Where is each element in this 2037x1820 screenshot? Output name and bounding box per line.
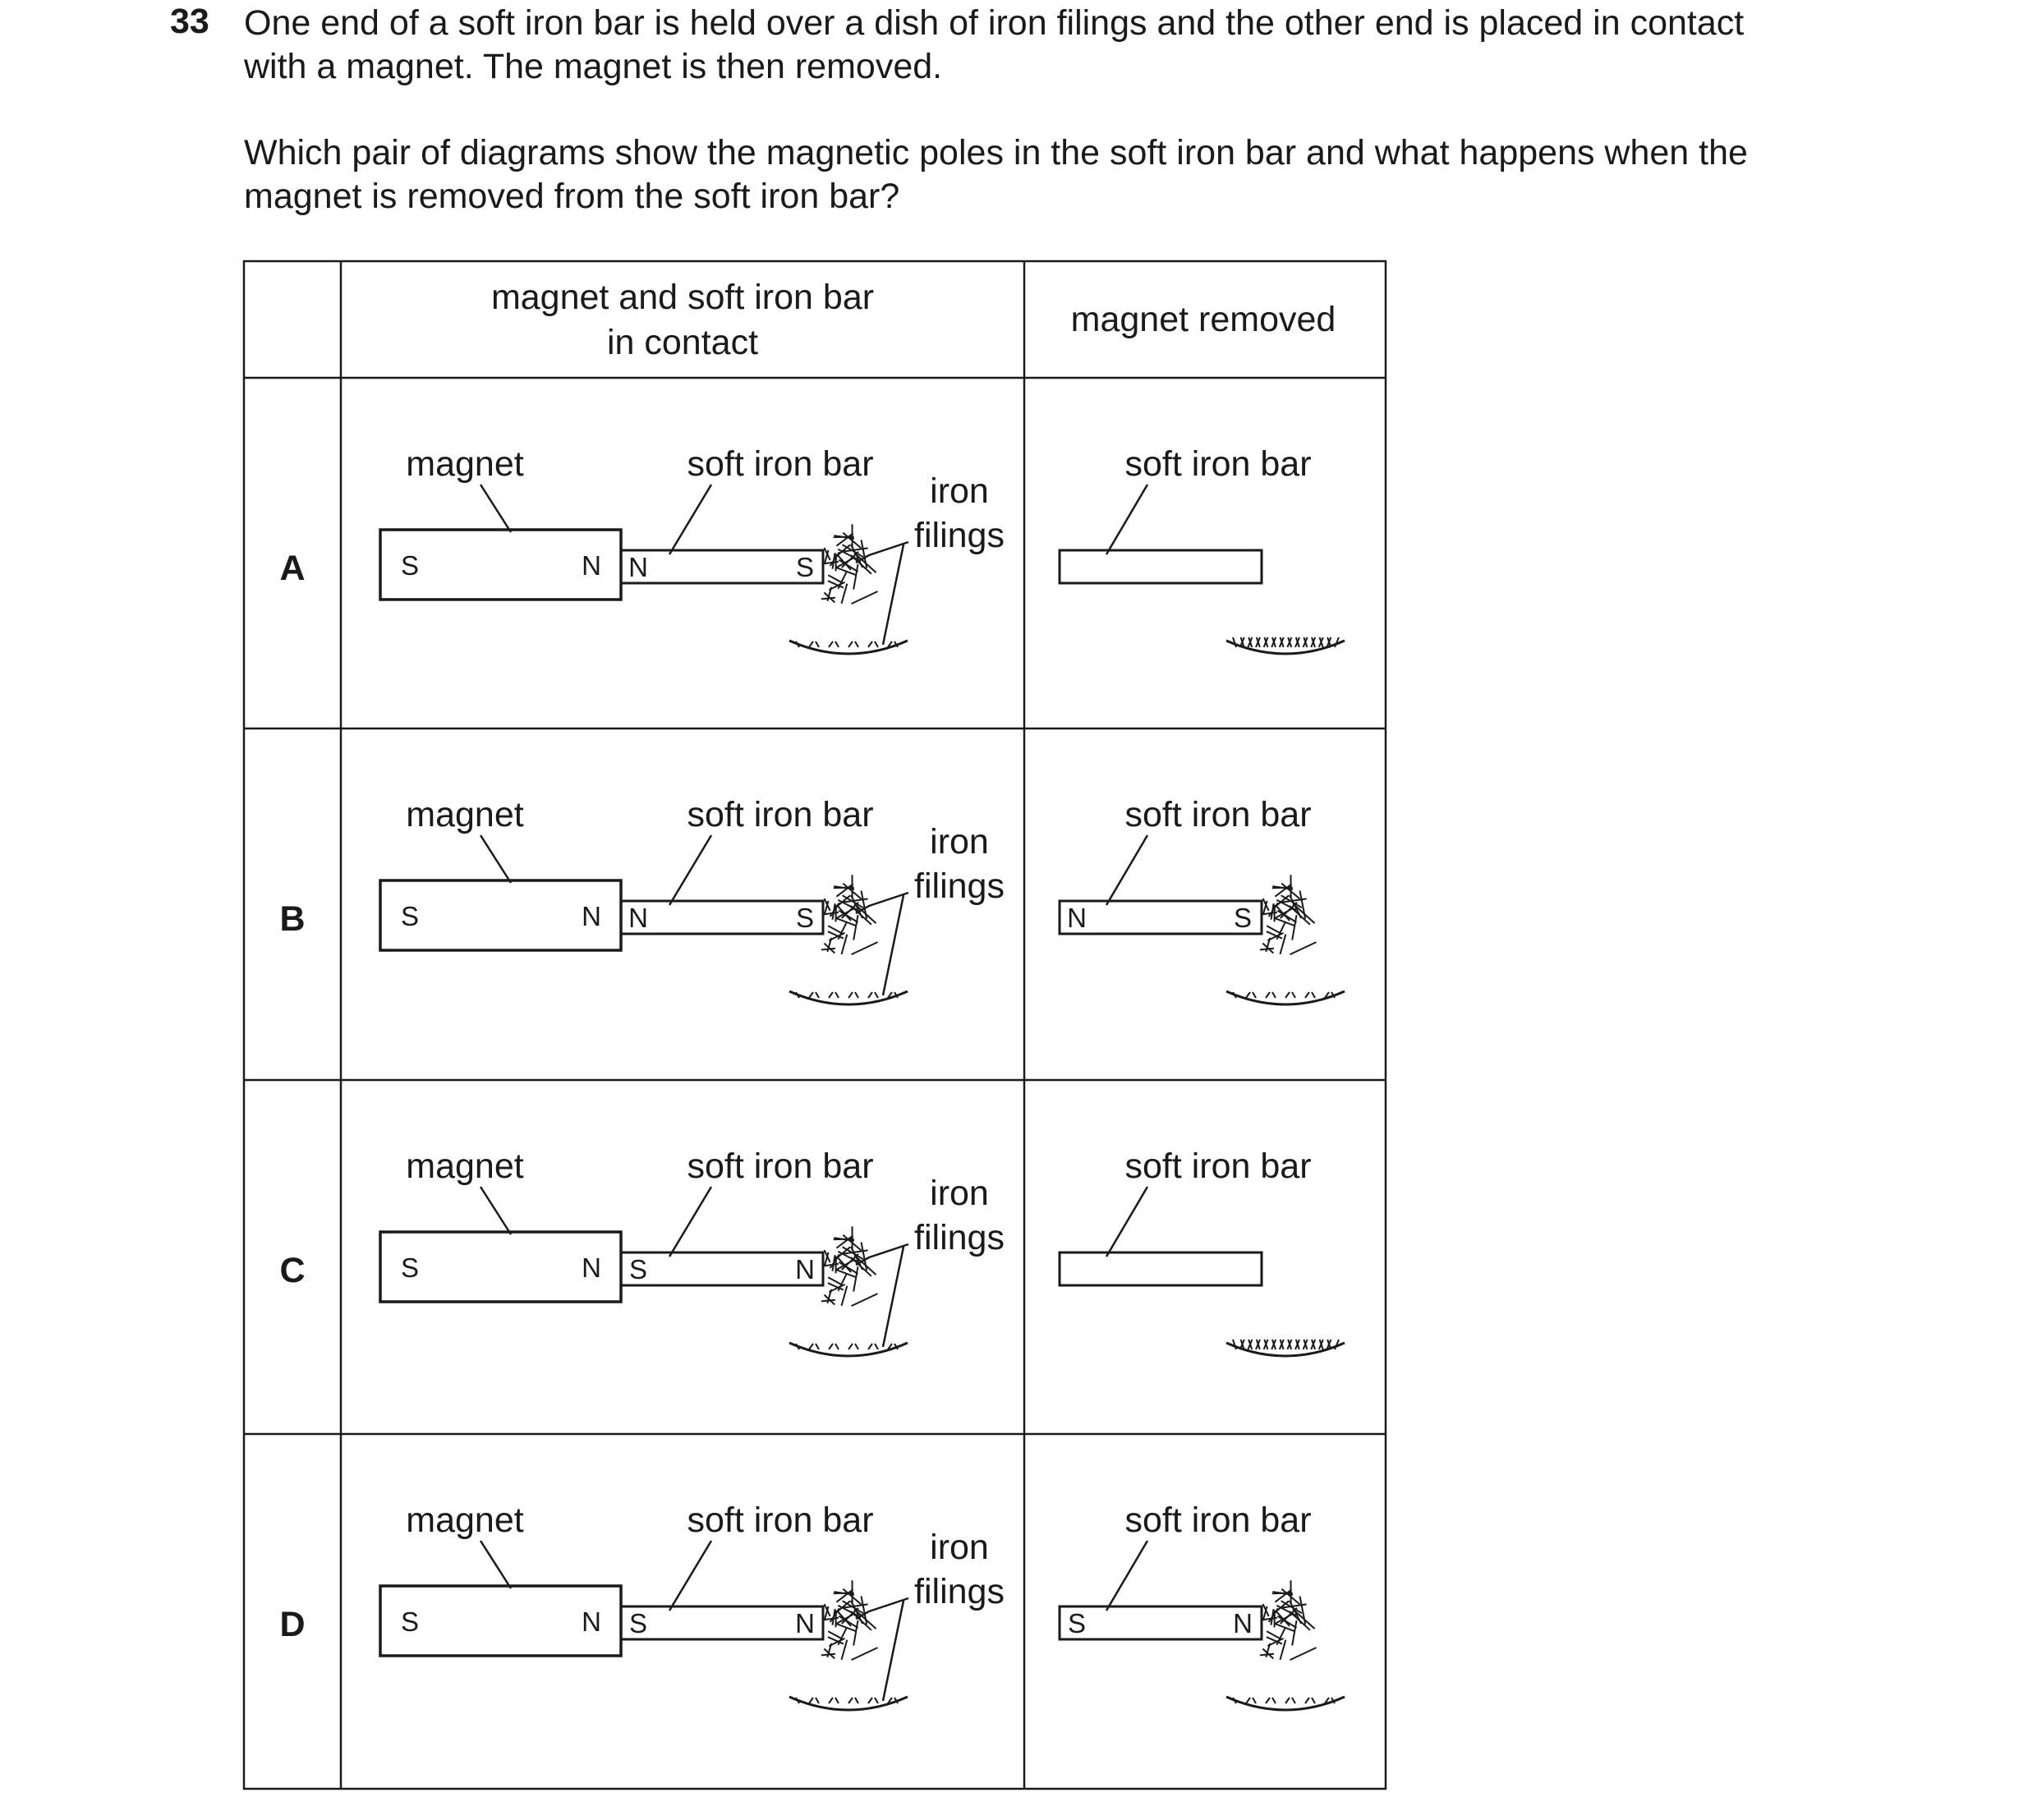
- iron-filings-dish-full: [1226, 637, 1345, 654]
- bar-pole-left: S: [628, 1608, 648, 1638]
- iron-filings-label-line-1: iron: [930, 1174, 989, 1213]
- magnet-label: magnet: [406, 444, 524, 484]
- iron-filings-leader-to-dish: [883, 545, 904, 645]
- bar-pole-left: S: [628, 1254, 648, 1285]
- soft-iron-bar-leader: [669, 1187, 711, 1257]
- header-contact-line-2: in contact: [606, 323, 759, 362]
- iron-filings-label-line-2: filings: [914, 1572, 1005, 1611]
- bar-pole-left: N: [628, 552, 648, 582]
- option-letter: C: [279, 1251, 306, 1290]
- iron-filings-dish: [789, 991, 908, 1004]
- soft-iron-bar-label: soft iron bar: [687, 1501, 874, 1540]
- iron-filings-leader-to-dish: [883, 895, 904, 995]
- question-ask-line-1: Which pair of diagrams show the magnetic poles in the soft iron bar and what happens when the: [244, 133, 1748, 172]
- removed-bar-label: soft iron bar: [1124, 1147, 1312, 1186]
- removed-bar-pole-left: N: [1067, 903, 1087, 933]
- removed-soft-iron-bar: [1060, 1606, 1262, 1639]
- magnet-pole-right: N: [582, 1606, 601, 1637]
- magnet-pole-right: N: [582, 901, 601, 931]
- question-stem-line-1: One end of a soft iron bar is held over a dish of iron filings and the other end is placed in contact: [244, 3, 1745, 43]
- iron-filings-clump: [821, 875, 878, 954]
- iron-filings-dish: [789, 641, 908, 654]
- soft-iron-bar: [621, 1252, 823, 1285]
- magnet-pole-left: S: [400, 1252, 420, 1283]
- magnet-pole-left: S: [400, 1606, 420, 1637]
- iron-filings-clump: [821, 1226, 878, 1306]
- magnet-label-leader: [481, 835, 511, 883]
- bar-pole-left: N: [628, 903, 648, 933]
- removed-bar-leader: [1106, 1541, 1147, 1611]
- question-stem-line-2: with a magnet. The magnet is then removed.: [244, 47, 943, 86]
- magnet-pole-right: N: [582, 550, 601, 581]
- iron-filings-dish: [789, 1697, 908, 1710]
- magnet-label: magnet: [406, 1501, 524, 1540]
- iron-filings-label-line-1: iron: [930, 822, 989, 862]
- iron-filings-label-line-1: iron: [930, 471, 989, 511]
- option-letter: B: [279, 899, 306, 939]
- iron-filings-dish-full: [1226, 1340, 1345, 1356]
- removed-bar-leader: [1106, 485, 1147, 554]
- magnet-pole-left: S: [400, 550, 420, 581]
- iron-filings-label-line-2: filings: [914, 866, 1005, 906]
- magnet-label-leader: [481, 485, 511, 532]
- iron-filings-label-line-1: iron: [930, 1528, 989, 1567]
- soft-iron-bar-label: soft iron bar: [687, 1147, 874, 1186]
- iron-filings-leader-to-dish: [883, 1601, 904, 1701]
- iron-filings-leader-to-dish: [883, 1247, 904, 1347]
- iron-filings-clump: [1260, 875, 1317, 954]
- iron-filings-dish: [1226, 991, 1345, 1004]
- iron-filings-label-line-2: filings: [914, 1218, 1005, 1257]
- soft-iron-bar-label: soft iron bar: [687, 444, 874, 484]
- soft-iron-bar: [621, 550, 823, 583]
- magnet-label: magnet: [406, 1147, 524, 1186]
- magnet-pole-left: S: [400, 901, 420, 931]
- removed-bar-label: soft iron bar: [1124, 1501, 1312, 1540]
- bar-pole-right: S: [795, 552, 815, 582]
- header-magnet-removed: magnet removed: [1070, 300, 1336, 339]
- magnet-label-leader: [481, 1541, 511, 1588]
- question-number: 33: [170, 2, 209, 41]
- iron-filings-dish: [1226, 1697, 1345, 1710]
- soft-iron-bar-leader: [669, 835, 711, 905]
- bar-pole-right: N: [795, 1608, 815, 1638]
- iron-filings-label-line-2: filings: [914, 516, 1005, 555]
- option-row-b: [279, 795, 1345, 1004]
- removed-bar-pole-right: N: [1233, 1608, 1253, 1638]
- removed-soft-iron-bar: [1060, 1252, 1262, 1285]
- removed-bar-leader: [1106, 1187, 1147, 1257]
- removed-bar-label: soft iron bar: [1124, 795, 1312, 834]
- iron-filings-clump: [821, 524, 878, 604]
- soft-iron-bar: [621, 901, 823, 934]
- removed-bar-pole-right: S: [1233, 903, 1253, 933]
- removed-bar-label: soft iron bar: [1124, 444, 1312, 484]
- iron-filings-clump: [821, 1580, 878, 1660]
- option-row-c: [279, 1147, 1345, 1356]
- soft-iron-bar-leader: [669, 1541, 711, 1611]
- option-letter: A: [279, 549, 306, 588]
- magnet-label-leader: [481, 1187, 511, 1234]
- removed-soft-iron-bar: [1060, 901, 1262, 934]
- iron-filings-dish: [789, 1343, 908, 1356]
- magnet-label: magnet: [406, 795, 524, 834]
- bar-pole-right: N: [795, 1254, 815, 1285]
- soft-iron-bar-leader: [669, 485, 711, 554]
- soft-iron-bar-label: soft iron bar: [687, 795, 874, 834]
- iron-filings-clump: [1260, 1580, 1317, 1660]
- question-ask-line-2: magnet is removed from the soft iron bar?: [244, 177, 900, 216]
- removed-bar-pole-left: S: [1067, 1608, 1087, 1638]
- removed-soft-iron-bar: [1060, 550, 1262, 583]
- option-row-d: [279, 1501, 1345, 1710]
- removed-bar-leader: [1106, 835, 1147, 905]
- soft-iron-bar: [621, 1606, 823, 1639]
- magnet-pole-right: N: [582, 1252, 601, 1283]
- table-grid-lines: [244, 261, 1386, 1789]
- option-row-a: [279, 444, 1345, 654]
- option-letter: D: [279, 1605, 306, 1644]
- header-contact-line-1: magnet and soft iron bar: [490, 278, 875, 317]
- bar-pole-right: S: [795, 903, 815, 933]
